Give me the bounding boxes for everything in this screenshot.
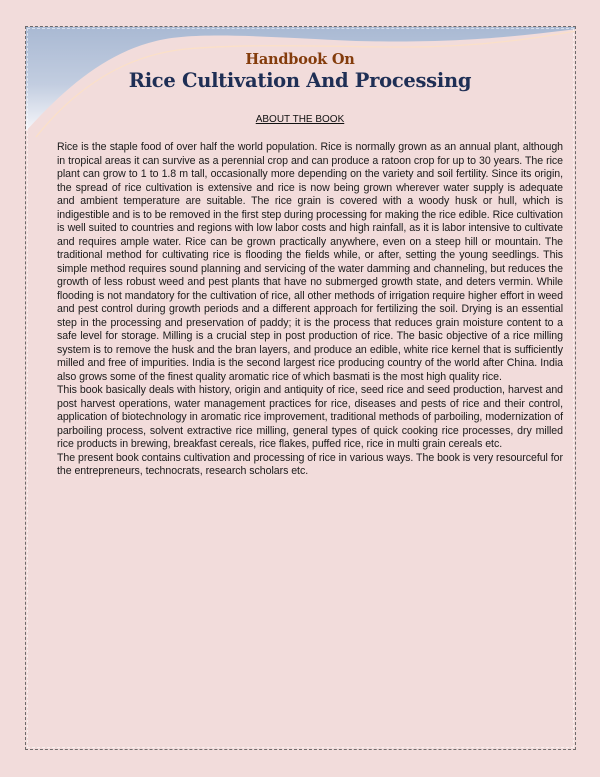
about-book-body (57, 141, 563, 479)
book-title: Rice Cultivation And Processing (128, 69, 472, 92)
book-subtitle: Handbook On (245, 51, 355, 68)
paragraph-contents: This book basically deals with history, origin and antiquity of rice, seed rice and seed production, harvest and post harvest operations, water management practices for rice, diseases and pests of rice and their control, application of biotechnology in aromatic rice improvement, traditional methods of parboiling, modernization of parboiling process, solvent extractive rice milling, general types of quick cooking rice processes, dry milled rice products in brewing, breakfast cereals, rice flakes, puffed rice, rice in multi grain cereals etc. (57, 384, 563, 450)
paragraph-audience: The present book contains cultivation and processing of rice in various ways. The book is very resourceful for the entrepreneurs, technocrats, research scholars etc. (57, 451, 563, 477)
paragraph-overview: Rice is the staple food of over half the world population. Rice is normally grown as an annual plant, although in tropical areas it can survive as a perennial crop and can produce a ratoon crop for up to 30 years. The rice plant can grow to 1 to 1.8 m tall, occasionally more depending on the variety and soil fertility. Since its origin, the spread of rice cultivation is extensive and rice is now being grown wherever water supply is adequate and ambient temperature are suitable. The rice grain is covered with a woody husk or hull, which is indigestible and is to be removed in the first step during processing for making the rice edible. Rice cultivation is well suited to countries and regions with low labor costs and high rainfall, as it is labor intensive to cultivate and requires ample water. Rice can be grown practically anywhere, even on a steep hill or mountain. The traditional method for cultivating rice is flooding the fields while, or after, setting the young seedlings. This simple method requires sound planning and servicing of the water damming and channeling, but reduces the growth of less robust weed and pest plants that have no submerged growth state, and deters vermin. While flooding is not mandatory for the cultivation of rice, all other methods of irrigation require higher effort in weed and pest control during growth periods and a different approach for fertilizing the soil. Drying is an essential step in the processing and preservation of paddy; it is the process that reduces grain moisture content to a safe level for storage. Milling is a crucial step in post production of rice. The basic objective of a rice milling system is to remove the husk and the bran layers, and produce an edible, white rice kernel that is sufficiently milled and free of impurities. India is the second largest rice producing country of the world after China. India also grows some of the finest quality aromatic rice of which basmati is the most high quality rice. (57, 141, 564, 383)
section-heading-about: ABOUT THE BOOK (255, 114, 345, 125)
